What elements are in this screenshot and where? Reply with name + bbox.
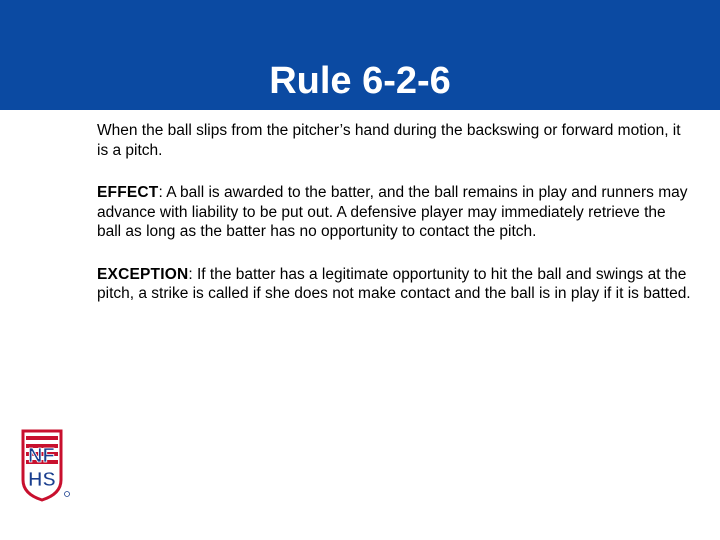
slide-body (97, 121, 692, 327)
exception-label: EXCEPTION (97, 265, 189, 283)
paragraph-effect (97, 183, 692, 242)
exception-text: : If the batter has a legitimate opportunity to hit the ball and swings at the pitch, a strike is called if she does not make contact and the ball is in play if it is batted. (97, 265, 691, 302)
svg-text:HS: HS (28, 469, 56, 491)
effect-label: EFFECT (97, 184, 159, 201)
title-bar (0, 0, 720, 110)
paragraph-intro-text: When the ball slips from the pitcher’s hand during the backswing or forward motion, it is a pitch. (97, 122, 681, 159)
nfhs-shield-logo-icon (20, 428, 74, 502)
slide-title: Rule 6-2-6 (269, 60, 451, 102)
paragraph-intro (97, 121, 692, 160)
svg-text:NF: NF (28, 445, 55, 467)
paragraph-exception (97, 265, 692, 304)
effect-text: : A ball is awarded to the batter, and the ball remains in play and runners may advance with liability to be put out. A defensive player may immediately retrieve the ball as long as the batter has no opportunity to contact the pitch. (97, 184, 688, 240)
